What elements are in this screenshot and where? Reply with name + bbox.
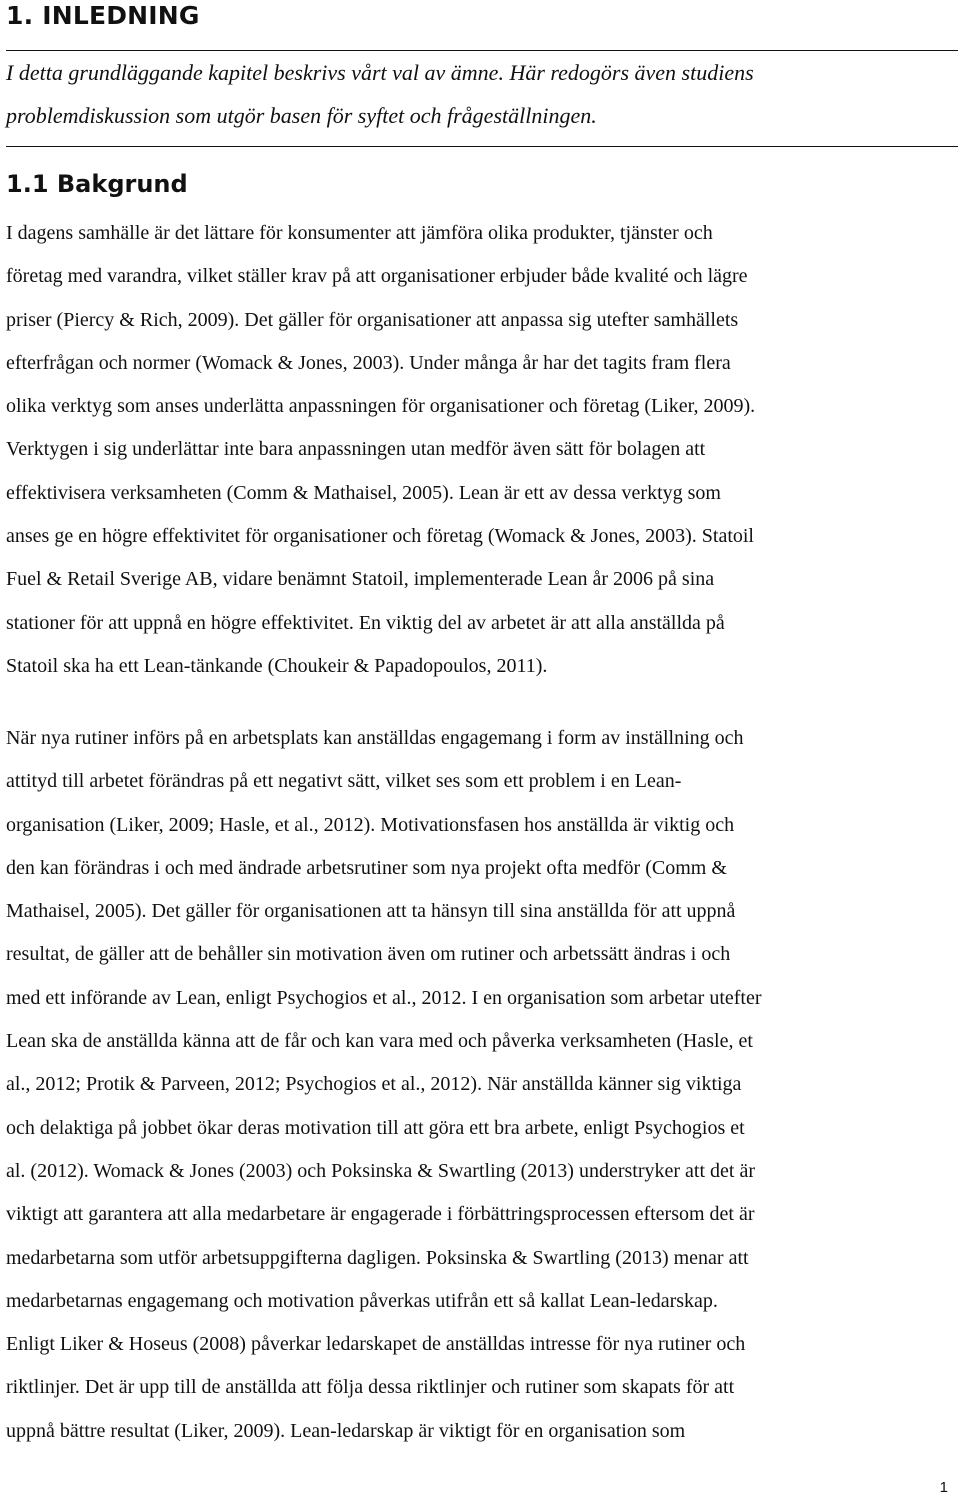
text-line: Enligt Liker & Hoseus (2008) påverkar ledarskapet de anställdas intresse för nya rutiner och <box>6 1333 746 1356</box>
text-line: Verktygen i sig underlättar inte bara anpassningen utan medför även sätt för bolagen att <box>6 438 706 461</box>
text-line: företag med varandra, vilket ställer krav på att organisationer erbjuder både kvalité och lägre <box>6 265 748 288</box>
text-line: resultat, de gäller att de behåller sin motivation även om rutiner och arbetssätt ändras i och <box>6 943 731 966</box>
paragraph-2 <box>6 717 958 1453</box>
text-line: medarbetarnas engagemang och motivation påverkas utifrån ett så kallat Lean-ledarskap. <box>6 1289 718 1312</box>
text-line: riktlinjer. Det är upp till de anställda att följa dessa riktlinjer och rutiner som skapats för att <box>6 1376 735 1399</box>
bottom-rule <box>6 146 958 147</box>
text-line: den kan förändras i och med ändrade arbetsrutiner som nya projekt ofta medför (Comm & <box>6 856 727 879</box>
text-line: stationer för att uppnå en högre effektivitet. En viktig del av arbetet är att alla anställda på <box>6 611 725 634</box>
text-line: efterfrågan och normer (Womack & Jones, 2003). Under många år har det tagits fram flera <box>6 351 731 374</box>
text-line: attityd till arbetet förändras på ett negativt sätt, vilket ses som ett problem i en Lean- <box>6 770 682 793</box>
text-line: anses ge en högre effektivitet för organisationer och företag (Womack & Jones, 2003). Statoil <box>6 525 754 548</box>
text-line: Lean ska de anställda känna att de får och kan vara med och påverka verksamheten (Hasle, et <box>6 1030 753 1053</box>
page-number: 1 <box>939 1479 948 1496</box>
text-line: effektivisera verksamheten (Comm & Mathaisel, 2005). Lean är ett av dessa verktyg som <box>6 481 721 504</box>
text-line: Mathaisel, 2005). Det gäller för organisationen att ta hänsyn till sina anställda för att uppnå <box>6 900 736 923</box>
text-line: med ett införande av Lean, enligt Psychogios et al., 2012. I en organisation som arbetar utefter <box>6 986 762 1009</box>
section-heading: 1.1 Bakgrund <box>6 170 188 198</box>
text-line: al. (2012). Womack & Jones (2003) och Poksinska & Swartling (2013) understryker att det är <box>6 1159 755 1182</box>
chapter-heading: 1. INLEDNING <box>6 1 200 30</box>
paragraph-1 <box>6 212 958 688</box>
text-line: olika verktyg som anses underlätta anpassningen för organisationer och företag (Liker, 2009). <box>6 395 756 418</box>
intro-line: I detta grundläggande kapitel beskrivs vårt val av ämne. Här redogörs även studiens <box>6 60 754 85</box>
text-line: Fuel & Retail Sverige AB, vidare benämnt Statoil, implementerade Lean år 2006 på sina <box>6 568 715 591</box>
text-line: al., 2012; Protik & Parveen, 2012; Psychogios et al., 2012). När anställda känner sig viktiga <box>6 1073 742 1096</box>
text-line: När nya rutiner införs på en arbetsplats kan anställdas engagemang i form av inställning och <box>6 727 744 749</box>
text-line: I dagens samhälle är det lättare för konsumenter att jämföra olika produkter, tjänster och <box>6 222 713 244</box>
text-line: priser (Piercy & Rich, 2009). Det gäller för organisationer att anpassa sig utefter samhällets <box>6 308 739 331</box>
text-line: Statoil ska ha ett Lean-tänkande (Choukeir & Papadopoulos, 2011). <box>6 654 548 677</box>
text-line: och delaktiga på jobbet ökar deras motivation till att göra ett bra arbete, enligt Psychogios et <box>6 1116 745 1139</box>
text-line: medarbetarna som utför arbetsuppgifterna dagligen. Poksinska & Swartling (2013) menar att <box>6 1246 749 1269</box>
text-line: viktigt att garantera att alla medarbetare är engagerade i förbättringsprocessen eftersom det är <box>6 1203 755 1226</box>
text-line: organisation (Liker, 2009; Hasle, et al., 2012). Motivationsfasen hos anställda är viktig och <box>6 813 735 836</box>
chapter-intro <box>6 51 958 137</box>
intro-line: problemdiskussion som utgör basen för syftet och frågeställningen. <box>6 103 597 128</box>
text-line: uppnå bättre resultat (Liker, 2009). Lean-ledarskap är viktigt för en organisation som <box>6 1419 686 1442</box>
